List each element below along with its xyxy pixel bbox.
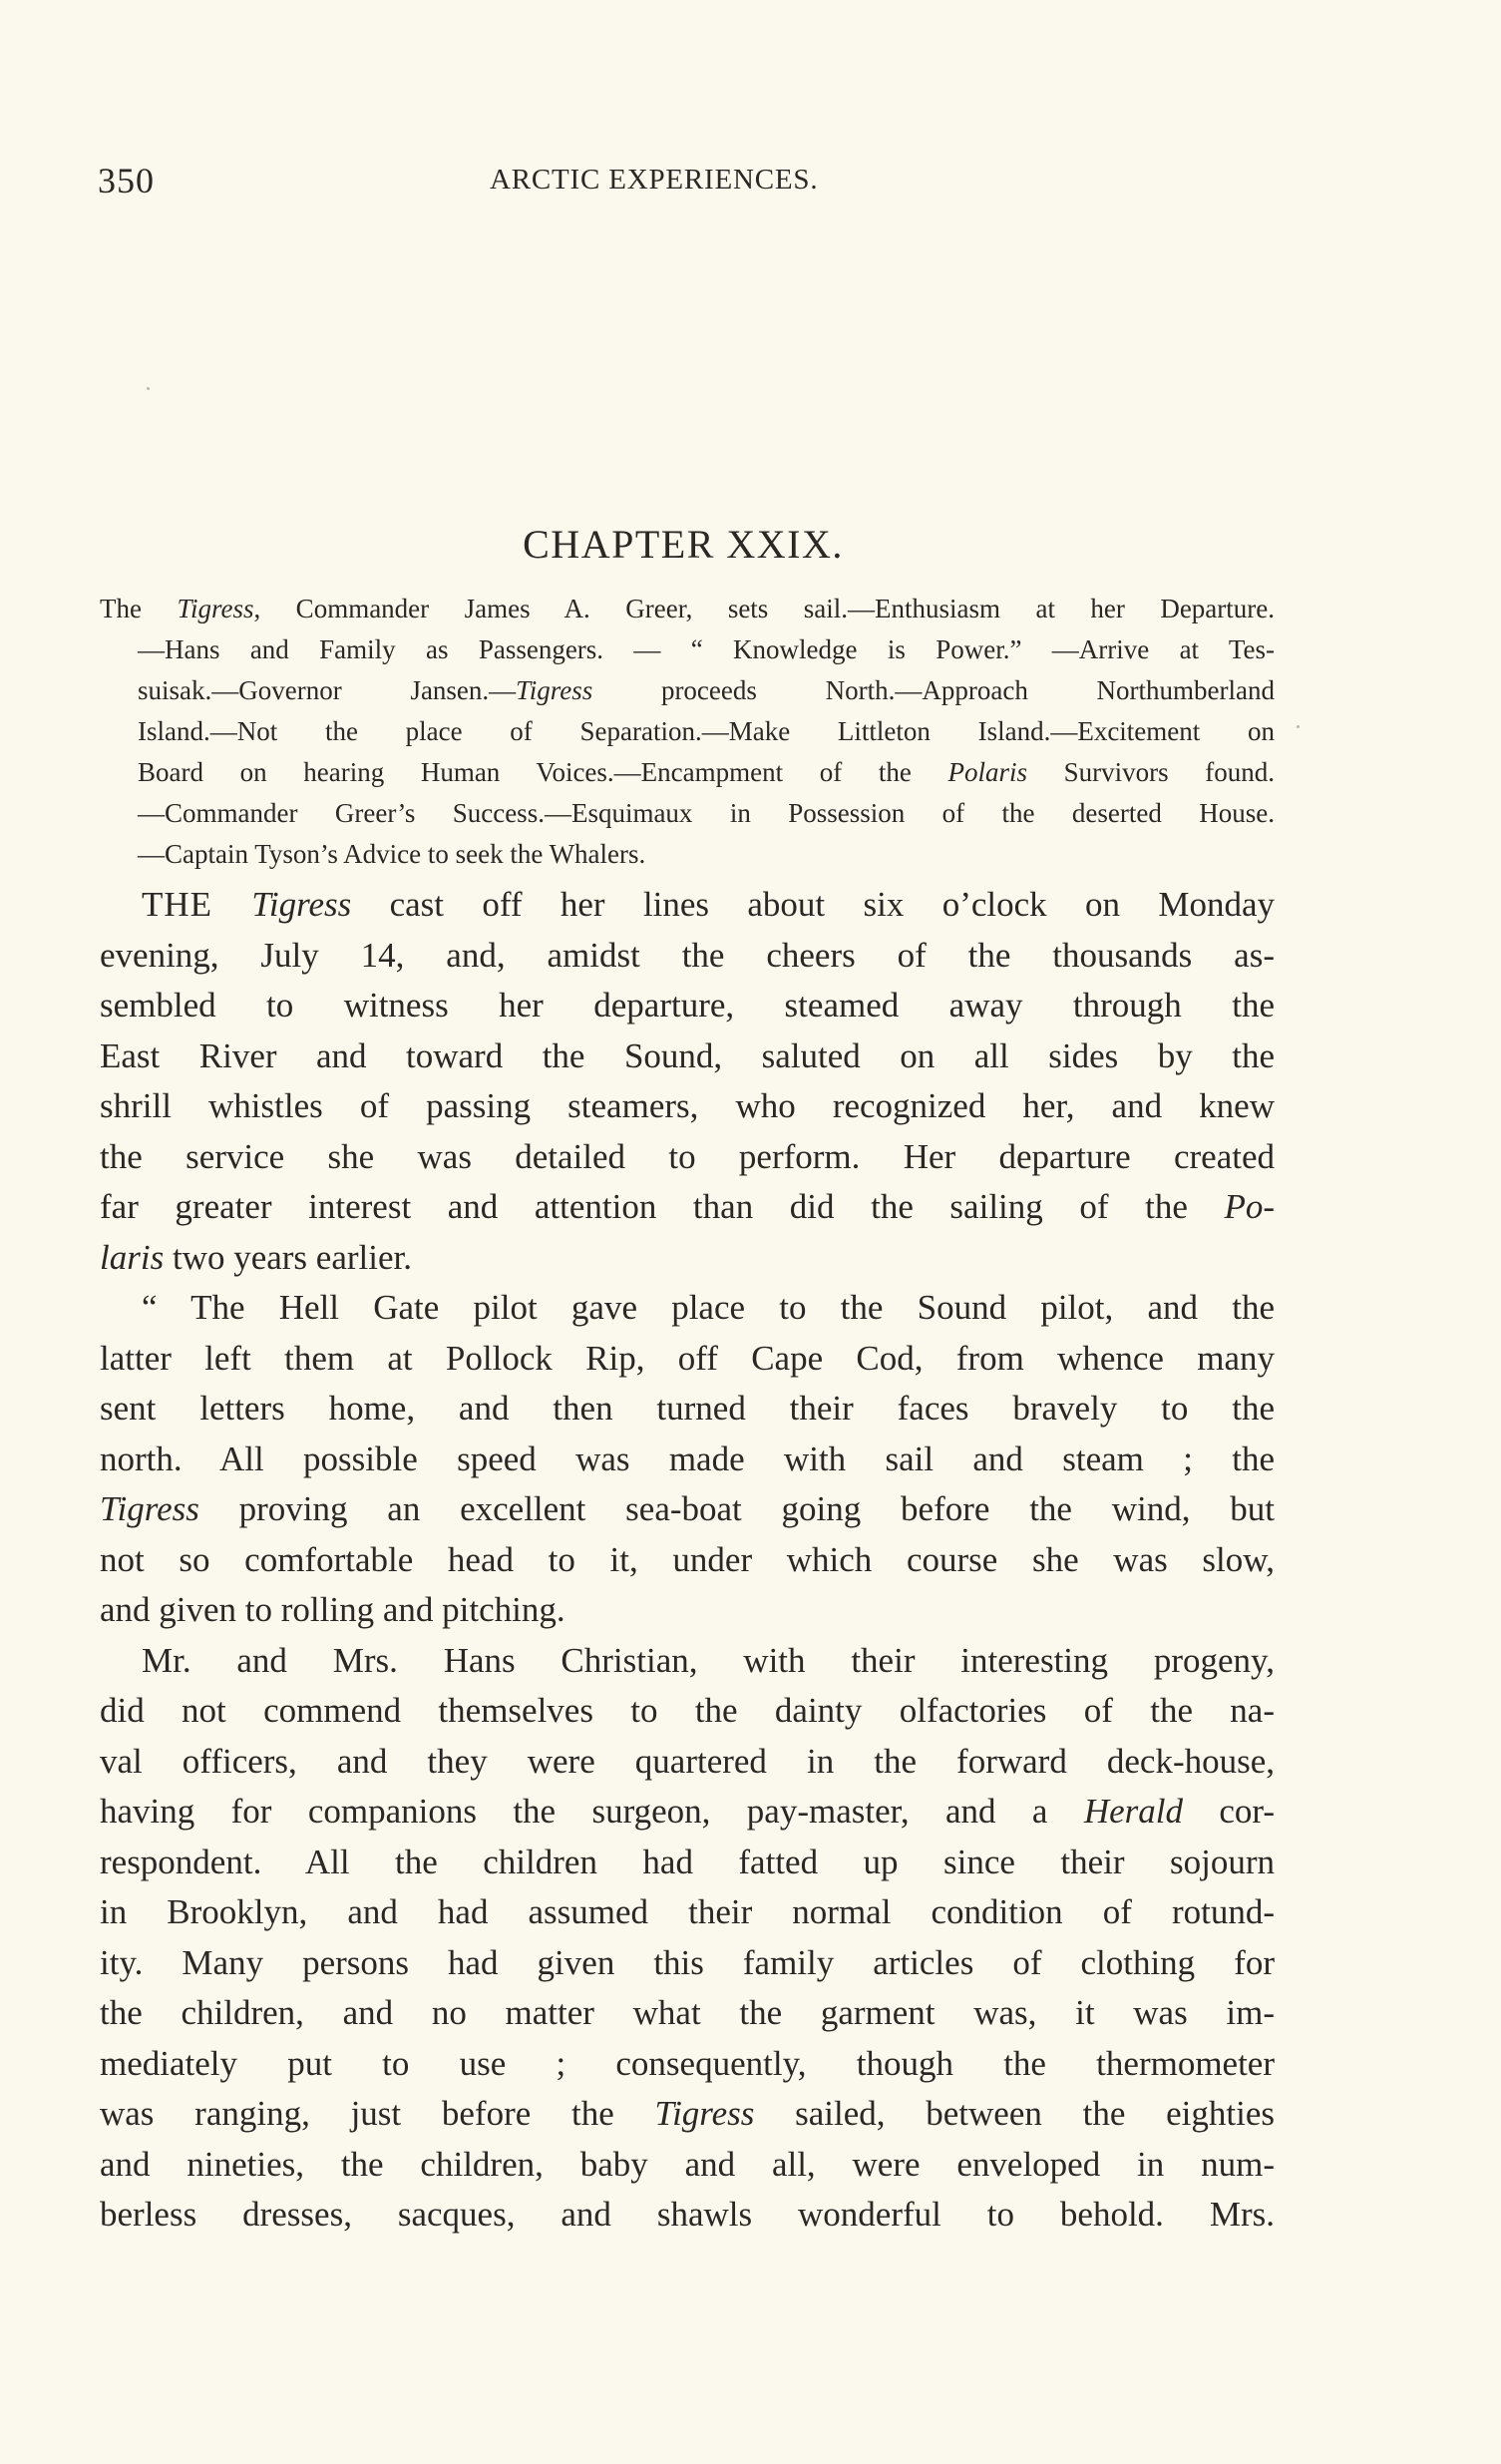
body-line: ity. Many persons had given this family articles of clothing for xyxy=(100,1942,1275,1982)
page-number: 350 xyxy=(98,161,155,201)
body-line: val officers, and they were quartered in the forward deck-house, xyxy=(100,1741,1275,1781)
paper-speck xyxy=(1297,725,1300,728)
summary-line: Board on hearing Human Voices.—Encampment of the Polaris Survivors found. xyxy=(138,757,1275,787)
body-line: sent letters home, and then turned their faces bravely to the xyxy=(100,1389,1275,1428)
body-line: mediately put to use ; consequently, though the thermometer xyxy=(100,2043,1275,2083)
body-line: berless dresses, sacques, and shawls wonderful to behold. Mrs. xyxy=(100,2195,1275,2234)
summary-line: —Commander Greer’s Success.—Esquimaux in Possession of the deserted House. xyxy=(138,798,1275,828)
body-text xyxy=(100,880,1275,2241)
body-line: not so comfortable head to it, under which course she was slow, xyxy=(100,1539,1275,1579)
summary-line: Island.—Not the place of Separation.—Make Littleton Island.—Excitement on xyxy=(138,716,1275,746)
summary-line: The Tigress, Commander James A. Greer, sets sail.—Enthusiasm at her Departure. xyxy=(100,594,1275,623)
running-head: ARCTIC EXPERIENCES. xyxy=(490,164,819,196)
body-line: far greater interest and attention than did the sailing of the Po- xyxy=(100,1187,1275,1226)
body-line: the service she was detailed to perform. Her departure created xyxy=(100,1136,1275,1176)
body-line: Tigress proving an excellent sea-boat going before the wind, but xyxy=(100,1489,1275,1528)
summary-line: —Captain Tyson’s Advice to seek the Whalers. xyxy=(138,839,646,869)
body-line: and given to rolling and pitching. xyxy=(100,1590,565,1629)
summary-line: —Hans and Family as Passengers. — “ Knowledge is Power.” —Arrive at Tes- xyxy=(138,634,1275,664)
body-line: evening, July 14, and, amidst the cheers of the thousands as- xyxy=(100,935,1275,975)
body-line: Mr. and Mrs. Hans Christian, with their interesting progeny, xyxy=(142,1640,1275,1680)
body-line: East River and toward the Sound, saluted on all sides by the xyxy=(100,1035,1275,1075)
body-line: respondent. All the children had fatted up since their sojourn xyxy=(100,1842,1275,1881)
body-line: having for companions the surgeon, pay-master, and a Herald cor- xyxy=(100,1792,1275,1831)
body-line: shrill whistles of passing steamers, who recognized her, and knew xyxy=(100,1086,1275,1125)
body-line: was ranging, just before the Tigress sailed, between the eighties xyxy=(100,2094,1275,2133)
body-line: sembled to witness her departure, steamed away through the xyxy=(100,986,1275,1025)
chapter-summary xyxy=(100,589,1275,875)
body-line: latter left them at Pollock Rip, off Cape Cod, from whence many xyxy=(100,1338,1275,1378)
paper-speck xyxy=(147,387,150,390)
body-line: and nineties, the children, baby and all, were enveloped in num- xyxy=(100,2144,1275,2184)
body-line: THE Tigress cast off her lines about six o’clock on Monday xyxy=(142,885,1275,924)
body-line: north. All possible speed was made with sail and steam ; the xyxy=(100,1438,1275,1478)
page-header xyxy=(98,160,1275,204)
summary-line: suisak.—Governor Jansen.—Tigress proceeds North.—Approach Northumberland xyxy=(138,675,1275,705)
body-line: the children, and no matter what the garment was, it was im- xyxy=(100,1993,1275,2032)
chapter-title: CHAPTER XXIX. xyxy=(523,522,844,567)
body-line: “ The Hell Gate pilot gave place to the Sound pilot, and the xyxy=(142,1288,1275,1327)
body-line: laris two years earlier. xyxy=(100,1237,412,1277)
body-line: in Brooklyn, and had assumed their normal condition of rotund- xyxy=(100,1892,1275,1931)
body-line: did not commend themselves to the dainty olfactories of the na- xyxy=(100,1691,1275,1730)
